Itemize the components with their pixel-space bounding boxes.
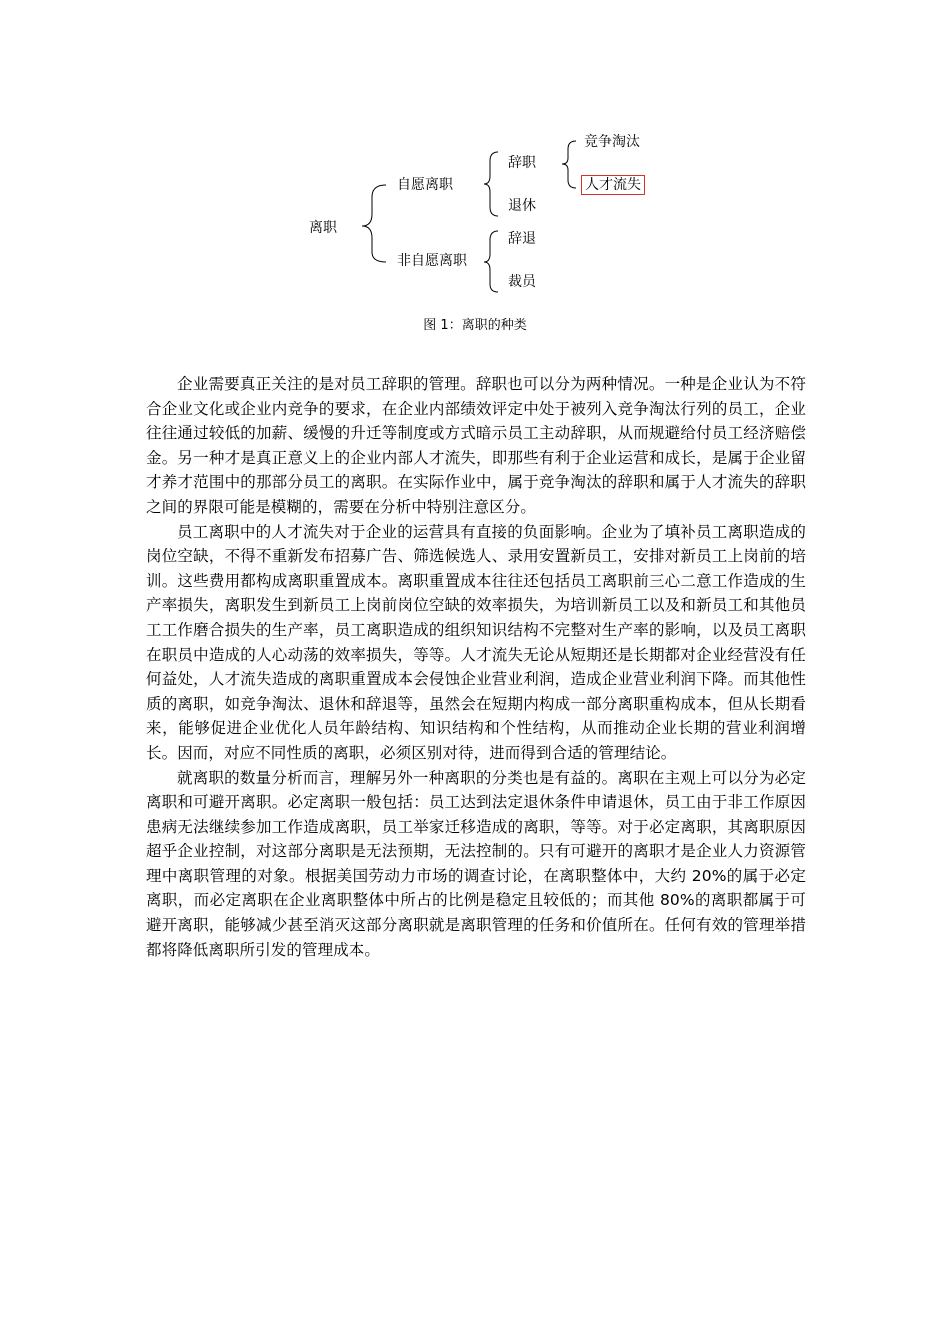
paragraph-3: 就离职的数量分析而言，理解另外一种离职的分类也是有益的。离职在主观上可以分为必定离职和可避开离职。必定离职一般包括：员工达到法定退休条件申请退休，员工由于非工作原因患病无法继续参加工作造成离职，员工举家迁移造成的离职，等等。对于必定离职，其离职原因超乎企业控制，对这部分离职是无法预期，无法控制的。只有可避开的离职才是企业人力资源管理中离职管理的对象。根据美国劳动力市场的调查讨论，在离职整体中，大约 20%的属于必定离职，而必定离职在企业离职整体中所占的比例是稳定且较低的；而其他 80%的离职都属于可避开离职，能够减少甚至消灭这部分离职就是离职管理的任务和价值所在。任何有效的管理举措都将降低离职所引发的管理成本。	[146, 768, 806, 959]
node-talent-loss: 人才流失	[581, 175, 645, 195]
node-resign: 辞职	[508, 155, 536, 171]
node-competition: 竞争淘汰	[584, 134, 640, 150]
brace-voluntary	[484, 152, 498, 216]
node-root: 离职	[309, 220, 337, 236]
node-voluntary: 自愿离职	[397, 177, 453, 193]
diagram-braces	[0, 0, 950, 345]
node-involuntary: 非自愿离职	[397, 253, 467, 269]
brace-root	[362, 185, 386, 262]
figure-caption: 图 1：离职的种类	[423, 318, 527, 333]
node-retire: 退休	[508, 198, 536, 214]
node-dismiss: 辞退	[508, 231, 536, 247]
body-text	[146, 372, 806, 962]
brace-involuntary	[484, 231, 498, 292]
classification-diagram	[0, 0, 950, 345]
paragraph-2: 员工离职中的人才流失对于企业的运营具有直接的负面影响。企业为了填补员工离职造成的岗位空缺，不得不重新发布招募广告、筛选候选人、录用安置新员工，安排对新员工上岗前的培训。这些费用都构成离职重置成本。离职重置成本往往还包括员工离职前三心二意工作造成的生产率损失，离职发生到新员工上岗前岗位空缺的效率损失，为培训新员工以及和新员工和其他员工工作磨合损失的生产率，员工离职造成的组织知识结构不完整对生产率的影响，以及员工离职在职员中造成的人心动荡的效率损失，等等。人才流失无论从短期还是长期都对企业经营没有任何益处，人才流失造成的离职重置成本会侵蚀企业营业利润，造成企业营业利润下降。而其他性质的离职，如竞争淘汰、退休和辞退等，虽然会在短期内构成一部分离职重构成本，但从长期看来，能够促进企业优化人员年龄结构、知识结构和个性结构，从而推动企业长期的营业利润增长。因而，对应不同性质的离职，必须区别对待，进而得到合适的管理结论。	[146, 522, 806, 762]
paragraph-1: 企业需要真正关注的是对员工辞职的管理。辞职也可以分为两种情况。一种是企业认为不符合企业文化或企业内竞争的要求，在企业内部绩效评定中处于被列入竞争淘汰行列的员工，企业往往通过较低的加薪、缓慢的升迁等制度或方式暗示员工主动辞职，从而规避给付员工经济赔偿金。另一种才是真正意义上的企业内部人才流失，即那些有利于企业运营和成长，是属于企业留才养才范围中的那部分员工的离职。在实际作业中，属于竞争淘汰的辞职和属于人才流失的辞职之间的界限可能是模糊的，需要在分析中特别注意区分。	[146, 375, 806, 516]
node-layoff: 裁员	[508, 274, 536, 290]
brace-resign	[562, 141, 576, 188]
